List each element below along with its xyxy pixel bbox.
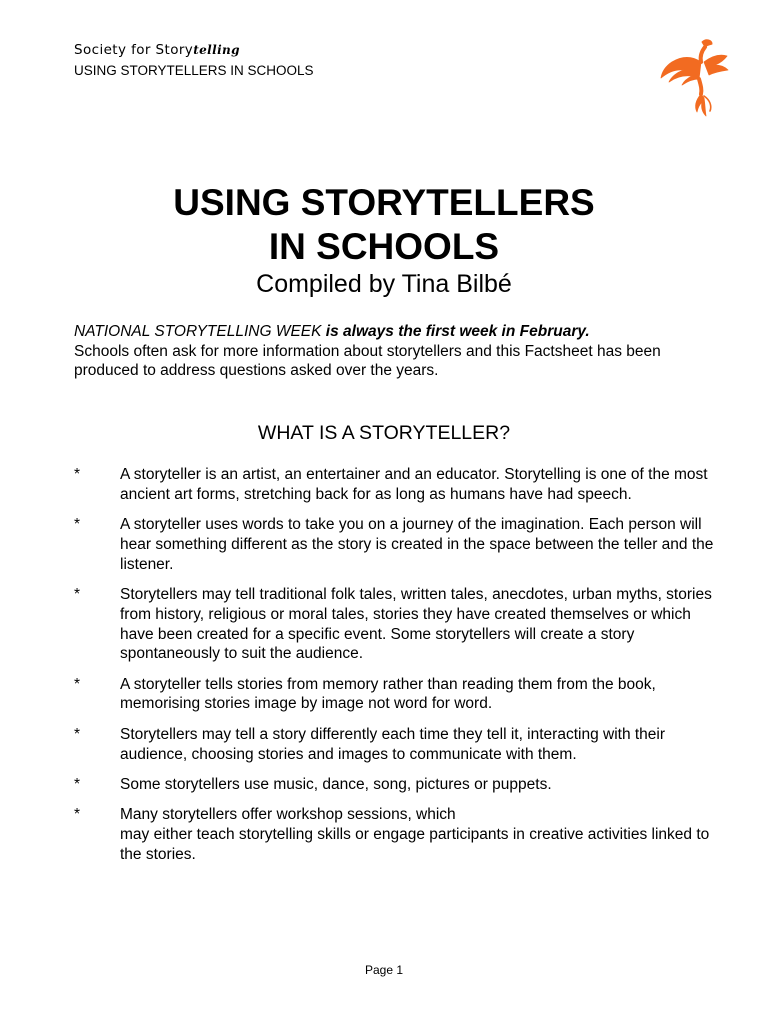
compiled-by: Compiled by Tina Bilbé <box>256 270 512 298</box>
bullet-marker: * <box>74 775 81 793</box>
intro-paragraph <box>74 322 714 381</box>
list-item-text: Some storytellers use music, dance, song, pictures or puppets. <box>120 775 552 793</box>
header-subtitle: USING STORYTELLERS IN SCHOOLS <box>74 63 314 78</box>
bullet-marker: * <box>74 725 81 743</box>
list-item-text: Many storytellers offer workshop sessions, which may either teach storytelling skills or engage participants in creative activities linked to the stories. <box>120 806 710 863</box>
org-name-prefix: Society for Story <box>74 42 194 58</box>
first-week-note: is always the first week in February. <box>321 323 590 340</box>
section-heading: WHAT IS A STORYTELLER? <box>257 422 511 444</box>
list-item-text: A storyteller tells stories from memory rather than reading them from the book, memorising stories image by image not word for word. <box>120 675 656 713</box>
list-item <box>74 515 714 574</box>
list-item <box>74 775 714 795</box>
list-item <box>74 675 714 715</box>
list-item-text: A storyteller uses words to take you on a journey of the imagination. Each person will hear something different as the story is created in the space between the teller and the listener. <box>120 516 714 573</box>
list-item <box>74 725 714 765</box>
organization-name <box>74 42 240 58</box>
national-storytelling-week: NATIONAL STORYTELLING WEEK <box>74 323 322 340</box>
bullet-marker: * <box>74 466 81 483</box>
list-item-text: A storyteller is an artist, an entertainer and an educator. Storytelling is one of the most ancient art forms, stretching back for as long as humans have had speech. <box>120 466 708 503</box>
list-item <box>74 585 714 664</box>
list-item <box>74 805 714 864</box>
list-item-text: Storytellers may tell traditional folk tales, written tales, anecdotes, urban myths, stories from history, religious or moral tales, stories they have created themselves or which have been created for a specific event. Some storytellers will create a story spontaneously to suit the audience. <box>120 585 712 663</box>
bullet-list <box>74 465 714 875</box>
document-title-line-2: IN SCHOOLS <box>268 226 500 267</box>
intro-text: Schools often ask for more information about storytellers and this Factsheet has been produced to address questions asked over the years. <box>74 342 661 379</box>
list-item <box>74 465 714 505</box>
bullet-marker: * <box>74 675 81 693</box>
bullet-marker: * <box>74 516 81 534</box>
page-number: Page 1 <box>364 963 404 977</box>
document-title-line-1: USING STORYTELLERS <box>173 182 595 223</box>
phoenix-logo-icon <box>654 32 734 120</box>
bullet-marker: * <box>74 806 81 824</box>
list-item-text: Storytellers may tell a story differently each time they tell it, interacting with their audience, choosing stories and images to communicate with them. <box>120 725 666 763</box>
bullet-marker: * <box>74 585 81 603</box>
org-name-script: telling <box>193 43 240 57</box>
